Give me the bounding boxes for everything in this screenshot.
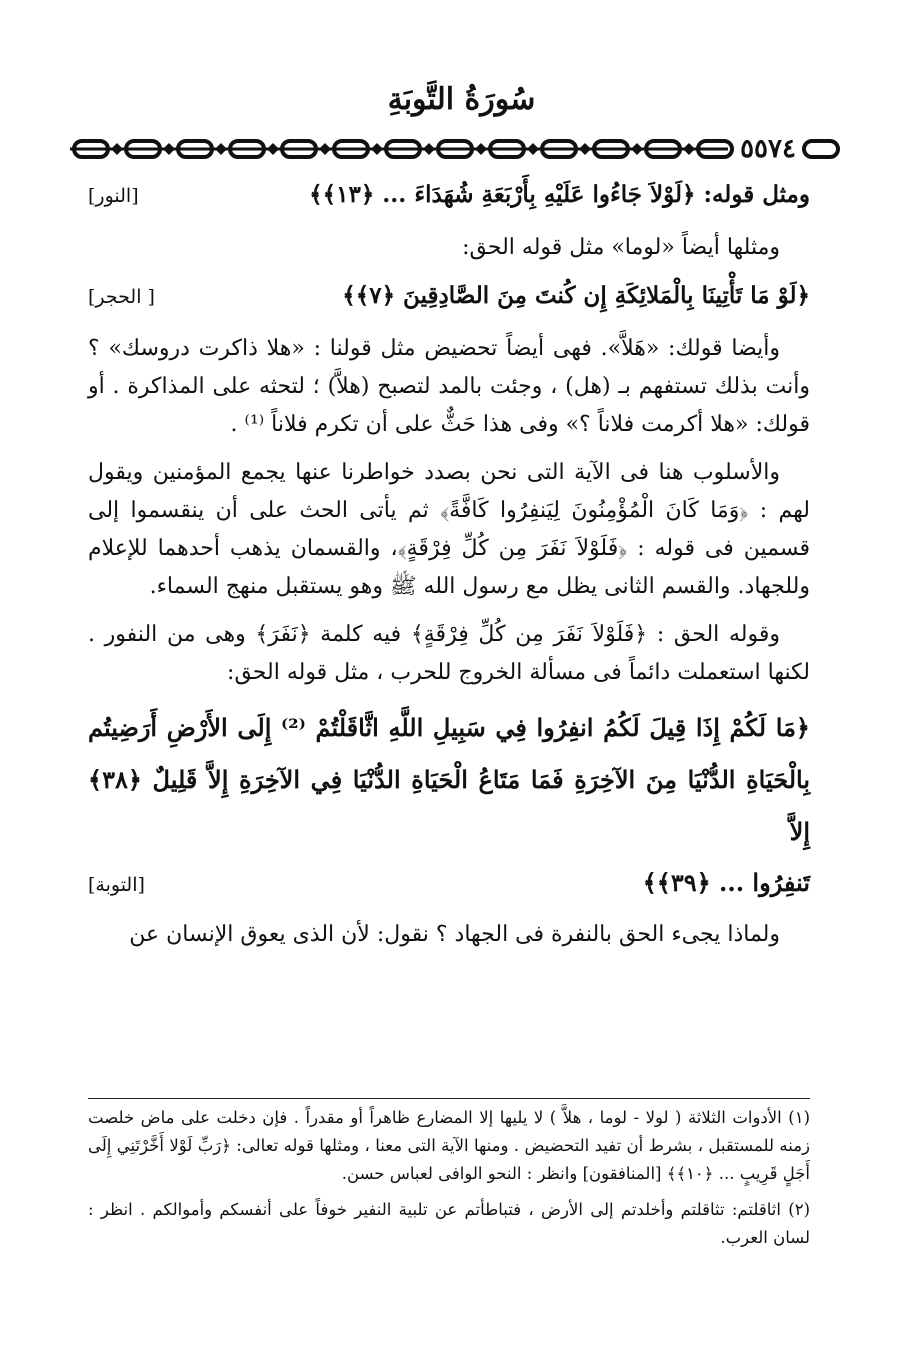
verse-text: ومثل قوله: ﴿لَوْلاَ جَاءُوا عَلَيْهِ بِأَرْبَعَةِ شُهَدَاءَ ... ﴿١٣﴾﴾ bbox=[309, 181, 810, 208]
verse-line-nur bbox=[88, 176, 810, 215]
paragraph: والأسلوب هنا فى الآية التى نحن بصدد خواطرنا عنها يجمع المؤمنين ويقول لهم : ﴿وَمَا كَانَ الْمُؤْمِنُونَ لِيَنفِرُوا كَافَّةً﴾ ثم يأتى الحث على أن ينقسموا إلى قسمين فى قوله : ﴿فَلَوْلاَ نَفَرَ مِن كُلِّ فِرْقَةٍ﴾، والقسمان يذهب أحدهما للإعلام وللجهاد. والقسم الثانى يظل مع رسول الله ﷺ وهو يستقبل منهج السماء. bbox=[88, 460, 810, 599]
footnote-divider bbox=[88, 1098, 810, 1099]
verse-line-tawba bbox=[88, 864, 810, 904]
paragraph: ولماذا يجىء الحق بالنفرة فى الجهاد ؟ نقول: لأن الذى يعوق الإنسان عن bbox=[129, 922, 780, 947]
surah-reference: [النور] bbox=[88, 185, 139, 207]
verse-block: ﴿مَا لَكُمْ إِذَا قِيلَ لَكُمُ انفِرُوا فِي سَبِيلِ اللَّهِ اثَّاقَلْتُمْ ⁽²⁾ إِلَى الأَرْضِ أَرَضِيتُم بِالْحَيَاةِ الدُّنْيَا مِنَ الآخِرَةِ فَمَا مَتَاعُ الْحَيَاةِ الدُّنْيَا فِي الآخِرَةِ إِلاَّ قَلِيلٌ ﴿٣٨﴾ إِلاَّ bbox=[88, 713, 810, 846]
page-number: ٥٥٧٤ bbox=[740, 134, 796, 164]
surah-reference: [التوبة] bbox=[88, 874, 145, 896]
footnote-1: (١) الأدوات الثلاثة ( لولا - لوما ، هلاَّ ) لا يليها إلا المضارع ظاهراً أو مقدراً . فإن دخلت على ماض خلصت زمنه للمستقبل ، بشرط أن تفيد التحضيض . ومنها الآية التى معنا ، ومثلها قوله تعالى: ﴿رَبِّ لَوْلا أَخَّرْتَنِي إِلَى أَجَلٍ قَرِيبٍ ... ﴿١٠﴾﴾ [المنافقون] وانظر : النحو الوافى لعباس حسن. bbox=[88, 1108, 810, 1183]
footnote-2: (٢) اثاقلتم: تثاقلتم وأخلدتم إلى الأرض ، فتباطأتم عن تلبية النفير خوفاً على أنفسكم وأموالكم . انظر : لسان العرب. bbox=[88, 1200, 810, 1247]
footnotes bbox=[88, 1104, 810, 1260]
main-text bbox=[88, 176, 810, 964]
paragraph: وقوله الحق : ﴿فَلَوْلاَ نَفَرَ مِن كُلِّ فِرْقَةٍ﴾ فيه كلمة ﴿نَفَرَ﴾ وهى من النفور . لكنها استعملت دائماً فى مسألة الخروج للحرب ، مثل قوله الحق: bbox=[88, 622, 810, 685]
surah-reference: [ الحجر] bbox=[88, 286, 155, 308]
verse-text: تَنفِرُوا ... ﴿٣٩﴾﴾ bbox=[642, 868, 810, 897]
surah-title: سُورَةُ التَّوبَةِ bbox=[387, 82, 536, 117]
chain-ornament-divider bbox=[68, 132, 840, 166]
paragraph: ومثلها أيضاً «لوما» مثل قوله الحق: bbox=[462, 235, 780, 260]
verse-text: ﴿لَوْ مَا تَأْتِينَا بِالْمَلائِكَةِ إِن كُنتَ مِنَ الصَّادِقِينَ ﴿٧﴾﴾ bbox=[342, 282, 810, 309]
verse-line-hijr bbox=[88, 277, 810, 316]
paragraph: وأيضا قولك: «هَلاَّ». فهى أيضاً تحضيض مثل قولنا : «هلا ذاكرت دروسك» ؟ وأنت بذلك تستفهم بـ (هل) ، وجئت بالمد لتصبح (هلاَّ) ؛ لتحثه على المذاكرة . أو قولك: «هلا أكرمت فلاناً ؟» وفى هذا حَثٌّ على أن تكرم فلاناً ⁽¹⁾ . bbox=[88, 336, 810, 437]
